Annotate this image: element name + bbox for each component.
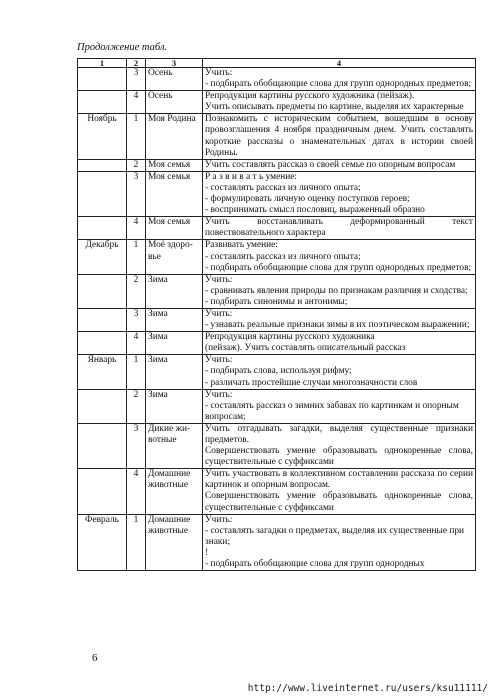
task-cell <box>203 274 476 308</box>
month-cell <box>78 274 127 308</box>
month-cell <box>78 469 127 514</box>
task-cell <box>203 514 476 570</box>
topic-line: Дикие жи- <box>148 423 191 434</box>
week-number-cell: 4 <box>127 332 146 355</box>
month-cell <box>78 308 127 331</box>
topic-line: Зима <box>148 389 168 400</box>
task-line: Развивать умение: <box>205 240 278 251</box>
task-line: Учить отгадывать загадки, выделяя существенные признаки предметов. <box>205 423 473 445</box>
topic-line: Моя семья <box>148 171 191 182</box>
table-row <box>78 217 476 240</box>
week-number-cell: 2 <box>127 274 146 308</box>
task-line: - подбирать обобщающие слова для групп однородных предметов; <box>205 262 472 273</box>
task-line: Совершенствовать умение образовывать однокоренные слова, существительные с суффиксами <box>205 446 473 468</box>
lesson-plan-table <box>77 58 476 571</box>
month-cell <box>78 171 127 216</box>
month-cell <box>78 159 127 171</box>
table-row <box>78 514 476 570</box>
task-line: - формулировать личную оценку поступков героев; <box>205 194 410 205</box>
topic-cell <box>146 389 203 423</box>
topic-cell <box>146 240 203 274</box>
topic-cell <box>146 171 203 216</box>
task-line: Совершенствовать умение образовывать однокоренные слова, существительные с суффиксами <box>205 491 473 513</box>
task-line: - составлять рассказ из личного опыта; <box>205 182 361 193</box>
table-row <box>78 91 476 114</box>
task-line: - составлять рассказ из личного опыта; <box>205 251 361 262</box>
task-line: Репродукция картины русского художника (пейзаж). <box>205 91 415 102</box>
topic-line: Моя семья <box>148 159 191 170</box>
column-header: 1 <box>78 59 127 68</box>
topic-cell <box>146 469 203 514</box>
task-line: Учить составлять рассказ о своей семье по опорным вопросам <box>205 159 456 170</box>
task-line: Познакомить с историческим событием, вошедшим в основу провозглашения 4 ноября праздничным днем. Учить составлять короткие рассказы о знаменательных датах в истории своей Родины. <box>205 114 473 158</box>
task-line: знаки; <box>205 536 231 547</box>
task-line: Учить: <box>205 68 233 78</box>
topic-cell <box>146 91 203 114</box>
topic-cell <box>146 217 203 240</box>
task-line: вопросам; <box>205 411 246 422</box>
topic-line: Зима <box>148 355 168 366</box>
month-cell <box>78 91 127 114</box>
column-header: 4 <box>203 59 476 68</box>
table-row <box>78 423 476 468</box>
topic-cell <box>146 68 203 91</box>
month-cell: Январь <box>78 355 127 389</box>
topic-cell <box>146 514 203 570</box>
topic-line: вотные <box>148 435 177 445</box>
task-line: - составлять рассказ о зимних забавах по картинкам и опорным <box>205 400 459 411</box>
week-number-cell: 1 <box>127 240 146 274</box>
task-line: Р а з в и в а т ь умение: <box>205 171 298 182</box>
task-cell <box>203 171 476 216</box>
task-cell <box>203 423 476 468</box>
task-line: Учить: <box>205 514 233 525</box>
topic-line: Моя Родина <box>148 114 196 125</box>
table-row <box>78 308 476 331</box>
task-line: Учить восстанавливать деформированный текст повествовательного характера <box>205 217 473 239</box>
task-line: Учить: <box>205 274 233 285</box>
table-row <box>78 332 476 355</box>
task-cell <box>203 332 476 355</box>
month-cell <box>78 332 127 355</box>
week-number-cell: 3 <box>127 68 146 91</box>
column-header: 3 <box>146 59 203 68</box>
table-row <box>78 171 476 216</box>
task-line: - составлять загадки о предметах, выделяя их существенные при <box>205 525 465 536</box>
watermark-url: http://www.liveinternet.ru/users/ksu11111/ <box>247 683 488 694</box>
task-line: Учить: <box>205 355 233 366</box>
task-line: - различать простейшие случаи многозначности слов <box>205 377 418 388</box>
task-cell <box>203 308 476 331</box>
week-number-cell: 4 <box>127 91 146 114</box>
task-line: - подбирать синонимы и антонимы; <box>205 296 348 307</box>
topic-line: вье <box>148 251 161 262</box>
page-number: 6 <box>92 652 98 664</box>
table-caption: Продолжение табл. <box>77 42 168 53</box>
month-cell <box>78 423 127 468</box>
topic-line: Моё здоро- <box>148 240 193 251</box>
table-row <box>78 159 476 171</box>
week-number-cell: 2 <box>127 389 146 423</box>
topic-line: Зима <box>148 332 168 343</box>
task-line: Репродукция картины русского художника <box>205 332 375 343</box>
table-row <box>78 240 476 274</box>
task-cell <box>203 469 476 514</box>
week-number-cell: 3 <box>127 308 146 331</box>
topic-cell <box>146 114 203 159</box>
week-number-cell: 2 <box>127 159 146 171</box>
month-cell: Ноябрь <box>78 114 127 159</box>
topic-line: Моя семья <box>148 217 191 228</box>
table-row <box>78 469 476 514</box>
task-cell <box>203 159 476 171</box>
task-line: (пейзаж). Учить составлять описательный рассказ <box>205 343 406 354</box>
column-header: 2 <box>127 59 146 68</box>
task-cell <box>203 91 476 114</box>
table-row <box>78 355 476 389</box>
topic-cell <box>146 159 203 171</box>
week-number-cell: 3 <box>127 171 146 216</box>
task-line: Учить: <box>205 389 233 400</box>
topic-cell <box>146 423 203 468</box>
table-row <box>78 274 476 308</box>
topic-cell <box>146 332 203 355</box>
task-cell <box>203 389 476 423</box>
task-line: Учить участвовать в коллективном составлении рассказа по серии картинок и опорным вопросам. <box>205 469 473 491</box>
table-header-row <box>78 59 476 68</box>
task-cell <box>203 240 476 274</box>
task-line: ! <box>205 547 209 558</box>
topic-line: животные <box>148 480 188 491</box>
task-line: - подбирать слова, используя рифму; <box>205 366 352 377</box>
topic-line: Домашние <box>148 469 191 480</box>
week-number-cell: 4 <box>127 469 146 514</box>
task-line: Учить описывать предметы по картине, выделяя их характерные <box>205 102 464 113</box>
task-line: - сравнивать явления природы по признакам различия и сходства; <box>205 285 468 296</box>
week-number-cell: 1 <box>127 355 146 389</box>
table-row <box>78 68 476 91</box>
topic-line: животные <box>148 525 188 536</box>
task-line: - узнавать реальные признаки зимы в их поэтическом выражении; <box>205 320 470 331</box>
task-line: - подбирать обобщающие слова для групп однородных предметов; <box>205 79 472 90</box>
task-cell <box>203 217 476 240</box>
month-cell <box>78 217 127 240</box>
table-row <box>78 114 476 159</box>
month-cell: Февраль <box>78 514 127 570</box>
month-cell <box>78 68 127 91</box>
week-number-cell: 1 <box>127 114 146 159</box>
table-row <box>78 389 476 423</box>
topic-line: Домашние <box>148 514 191 525</box>
task-line: Учить: <box>205 308 233 319</box>
task-cell <box>203 355 476 389</box>
task-cell <box>203 114 476 159</box>
table-body <box>78 68 476 571</box>
topic-cell <box>146 274 203 308</box>
topic-line: Зима <box>148 274 168 285</box>
topic-line: Осень <box>148 91 173 102</box>
week-number-cell: 3 <box>127 423 146 468</box>
month-cell: Декабрь <box>78 240 127 274</box>
topic-cell <box>146 355 203 389</box>
topic-line: Зима <box>148 308 168 319</box>
task-cell <box>203 68 476 91</box>
month-cell <box>78 389 127 423</box>
topic-line: Осень <box>148 68 173 78</box>
topic-cell <box>146 308 203 331</box>
task-line: - подбирать обобщающие слова для групп однородных <box>205 559 425 570</box>
task-line: - воспринимать смысл пословиц, выраженный образно <box>205 205 425 216</box>
week-number-cell: 1 <box>127 514 146 570</box>
week-number-cell: 4 <box>127 217 146 240</box>
